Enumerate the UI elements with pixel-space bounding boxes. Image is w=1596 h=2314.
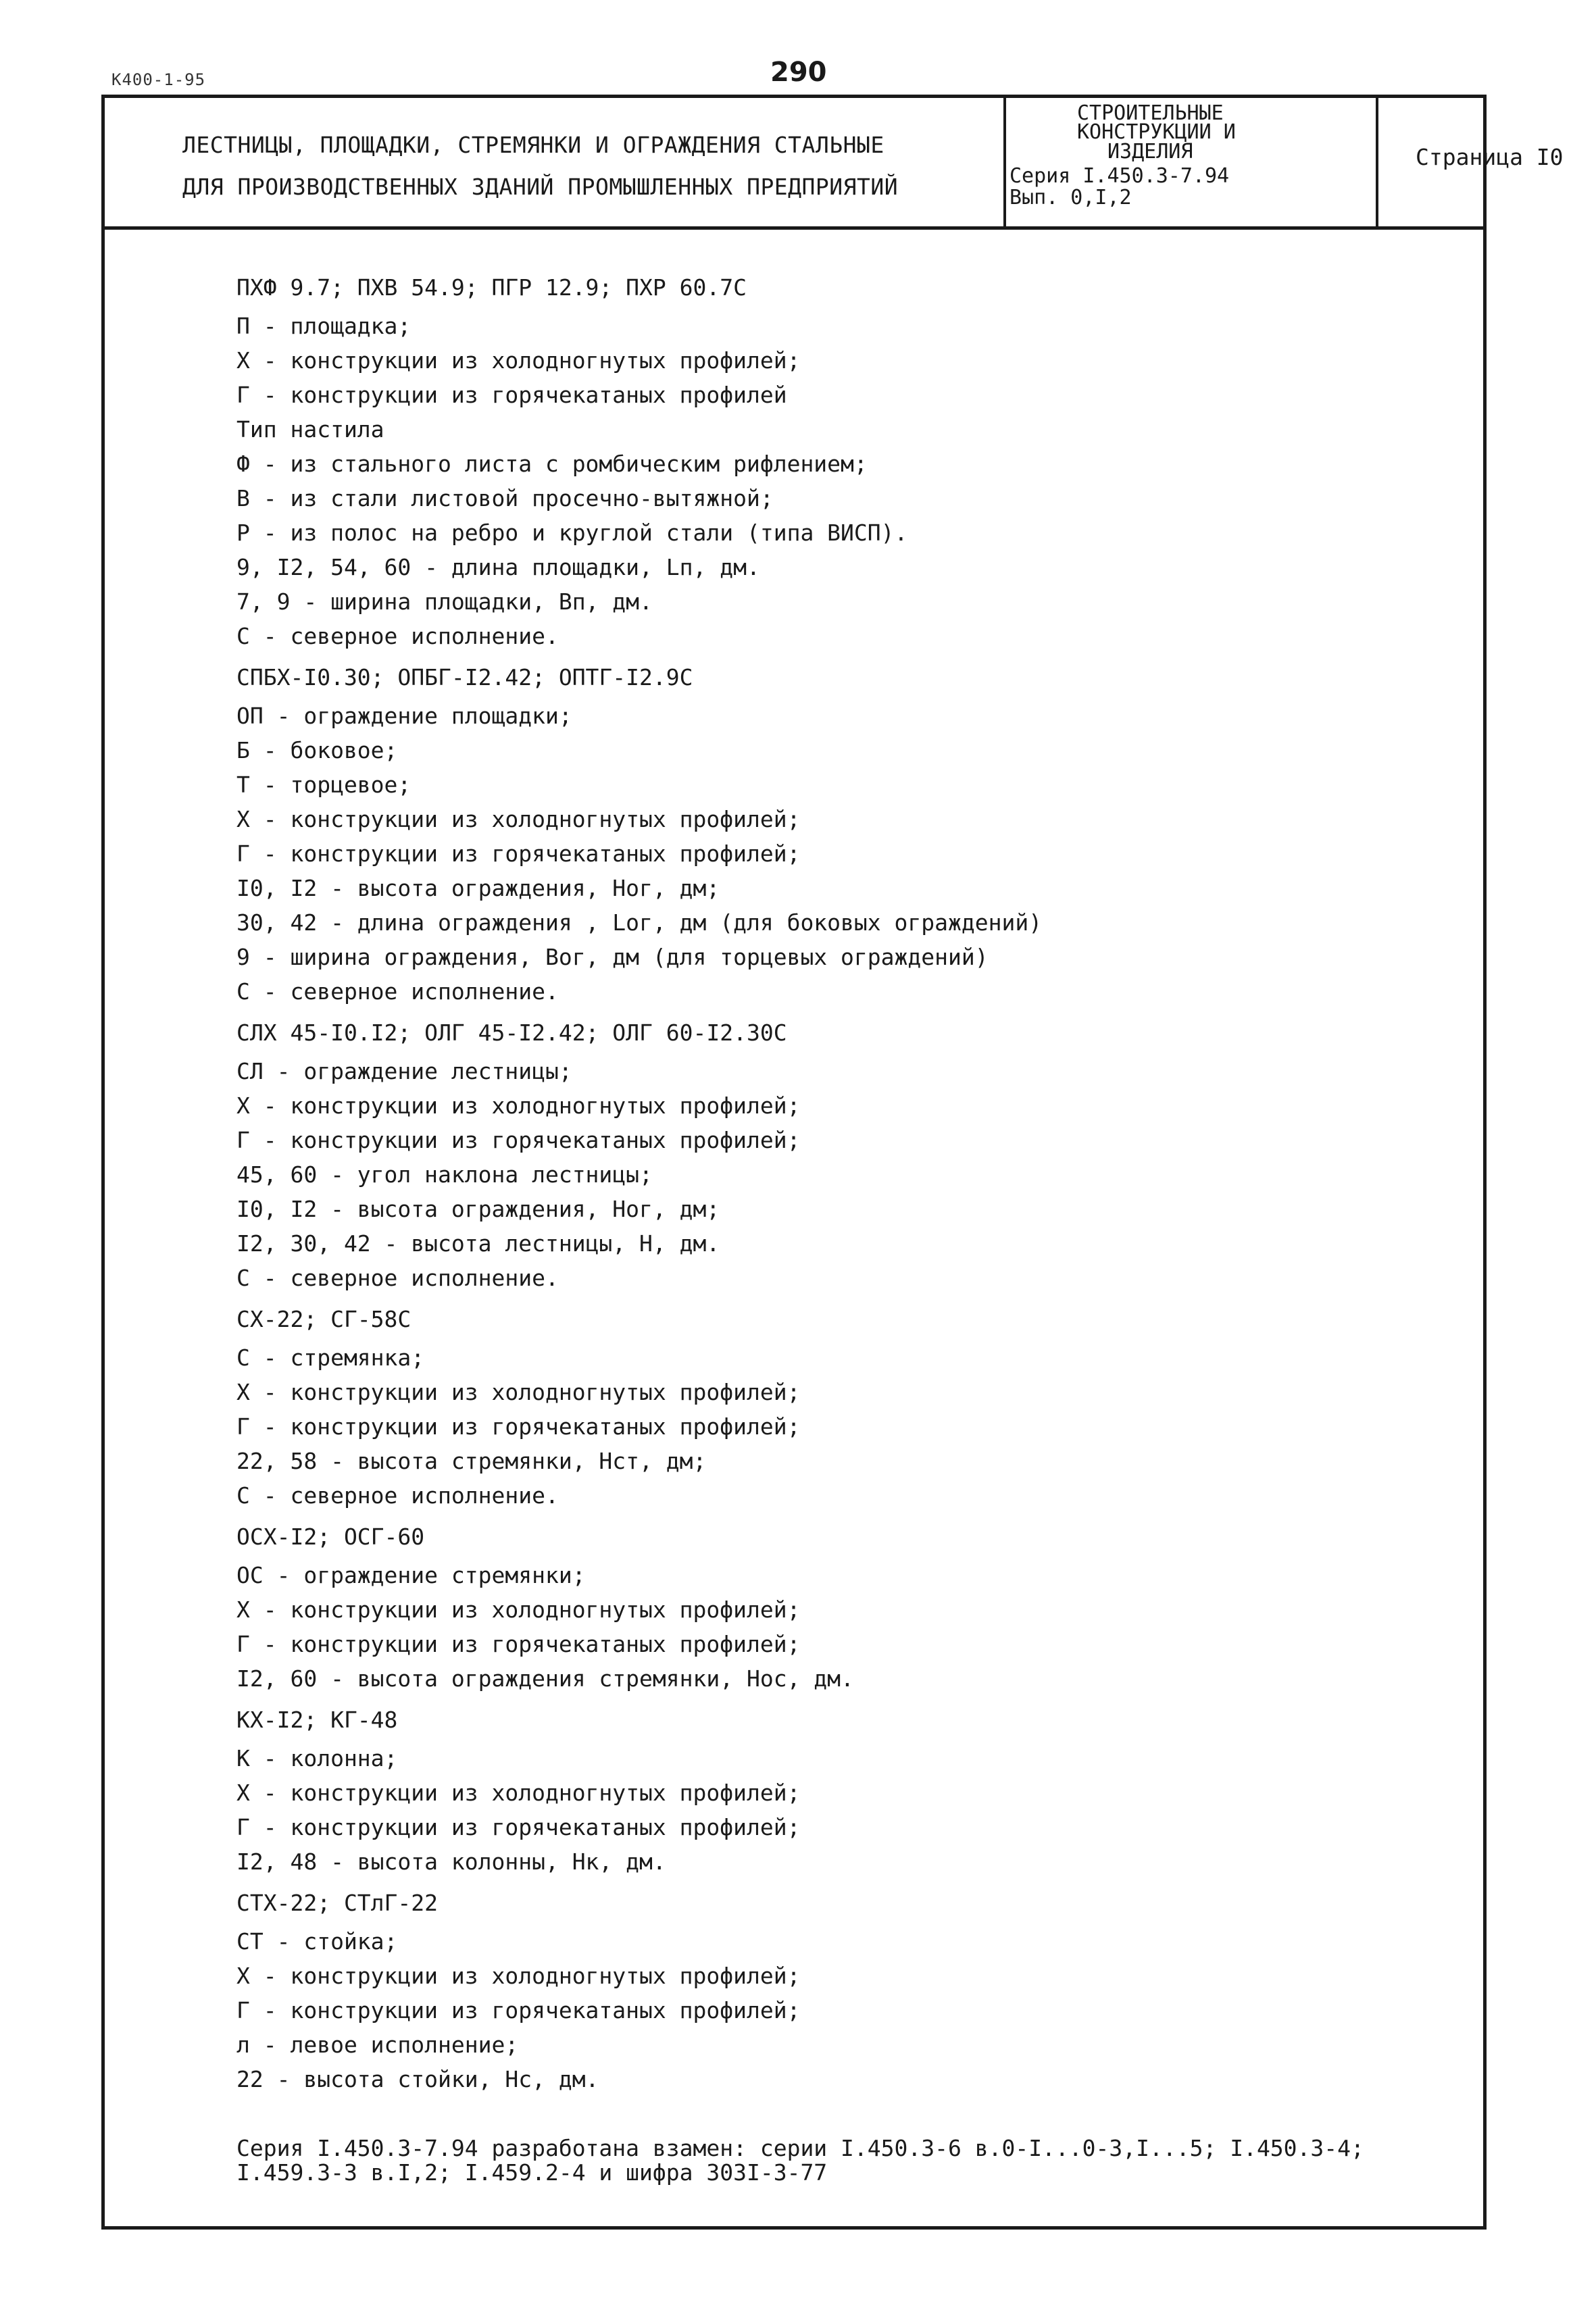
legend-line: Х - конструкции из холодногнутых профилей; — [236, 806, 801, 832]
legend-line: С - северное исполнение. — [236, 623, 559, 649]
legend-line: 30, 42 - длина ограждения , Lог, дм (для боковых ограждений) — [236, 909, 1043, 936]
series-cell — [1003, 98, 1378, 226]
legend-line: 45, 60 - угол наклона лестницы; — [236, 1161, 653, 1188]
legend-line: В - из стали листовой просечно-вытяжной; — [236, 485, 774, 511]
legend-line: СЛ - ограждение лестницы; — [236, 1058, 572, 1084]
legend-line: СТ - стойка; — [236, 1928, 398, 1955]
legend-line: Тип настила — [236, 416, 384, 443]
legend-line: С - северное исполнение. — [236, 1482, 559, 1509]
legend-line: Ф - из стального листа с ромбическим рифлением; — [236, 451, 868, 477]
legend-line: Г - конструкции из горячекатаных профилей; — [236, 1997, 801, 2023]
legend-line: П - площадка; — [236, 313, 412, 339]
designation-code: СХ-22; СГ-58С — [236, 1306, 412, 1332]
title-cell — [105, 98, 1003, 226]
title-block — [101, 95, 1564, 230]
legend-line: Х - конструкции из холодногнутых профилей; — [236, 1780, 801, 1806]
series-number: Серия I.450.3-7.94 — [1009, 164, 1230, 188]
legend-line: Г - конструкции из горячекатаных профилей; — [236, 1127, 801, 1153]
document-code: К400-1-95 — [111, 70, 206, 89]
legend-line: I2, 48 - высота колонны, Нк, дм. — [236, 1848, 666, 1875]
series-issue: Вып. 0,I,2 — [1009, 186, 1132, 209]
footnote-line-1: Серия I.450.3-7.94 разработана взамен: серии I.450.3-6 в.0-I...0-3,I...5; I.450.3-4; — [236, 2135, 1364, 2161]
legend-line: Г - конструкции из горячекатаных профилей; — [236, 1413, 801, 1440]
designation-code: ОСХ-I2; ОСГ-60 — [236, 1524, 425, 1550]
title-line-2: ДЛЯ ПРОИЗВОДСТВЕННЫХ ЗДАНИЙ ПРОМЫШЛЕННЫХ ПРЕДПРИЯТИЙ — [182, 174, 899, 200]
footnote — [236, 2136, 1364, 2185]
legend-line: Х - конструкции из холодногнутых профилей; — [236, 1379, 801, 1405]
series-line-2: КОНСТРУКЦИИ И — [1077, 120, 1236, 144]
legend-line: С - северное исполнение. — [236, 978, 559, 1005]
legend-line: Г - конструкции из горячекатаных профилей; — [236, 840, 801, 867]
legend-line: Г - конструкции из горячекатаных профилей; — [236, 1814, 801, 1840]
legend-line: Х - конструкции из холодногнутых профилей; — [236, 1092, 801, 1119]
legend-line: I0, I2 - высота ограждения, Ног, дм; — [236, 875, 720, 901]
designation-code: СПБХ-I0.30; ОПБГ-I2.42; ОПТГ-I2.9С — [236, 664, 693, 690]
legend-line: I2, 30, 42 - высота лестницы, Н, дм. — [236, 1230, 720, 1257]
legend-line: 7, 9 - ширина площадки, Вп, дм. — [236, 588, 653, 615]
legend-line: ОС - ограждение стремянки; — [236, 1562, 586, 1588]
legend-line: К - колонна; — [236, 1745, 398, 1771]
page-label-cell — [1378, 98, 1564, 226]
legend-line: 9, I2, 54, 60 - длина площадки, Lп, дм. — [236, 554, 760, 580]
legend-line: Г - конструкции из горячекатаных профилей — [236, 382, 787, 408]
legend-line: С - стремянка; — [236, 1344, 425, 1371]
legend-line: Х - конструкции из холодногнутых профилей; — [236, 347, 801, 374]
series-line-1: СТРОИТЕЛЬНЫЕ — [1077, 101, 1224, 125]
legend-line: I2, 60 - высота ограждения стремянки, Нос, дм. — [236, 1665, 854, 1692]
designation-code: СЛХ 45-I0.I2; ОЛГ 45-I2.42; ОЛГ 60-I2.30С — [236, 1020, 787, 1046]
page-number: 290 — [770, 57, 827, 88]
legend-line: л - левое исполнение; — [236, 2032, 519, 2058]
legend-line: Х - конструкции из холодногнутых профилей; — [236, 1963, 801, 1989]
legend-line: Г - конструкции из горячекатаных профилей; — [236, 1631, 801, 1657]
legend-line: С - северное исполнение. — [236, 1265, 559, 1291]
designation-code: КХ-I2; КГ-48 — [236, 1707, 398, 1733]
legend-line: 22 - высота стойки, Нс, дм. — [236, 2066, 599, 2092]
designation-legend — [236, 270, 1453, 2096]
title-line-1: ЛЕСТНИЦЫ, ПЛОЩАДКИ, СТРЕМЯНКИ И ОГРАЖДЕНИЯ СТАЛЬНЫЕ — [182, 132, 884, 158]
legend-line: Р - из полос на ребро и круглой стали (типа ВИСП). — [236, 520, 908, 546]
designation-code: СТХ-22; СТлГ-22 — [236, 1890, 439, 1916]
legend-line: 22, 58 - высота стремянки, Нст, дм; — [236, 1448, 707, 1474]
legend-line: I0, I2 - высота ограждения, Ног, дм; — [236, 1196, 720, 1222]
designation-code: ПХФ 9.7; ПХВ 54.9; ПГР 12.9; ПХР 60.7С — [236, 274, 747, 301]
legend-line: Б - боковое; — [236, 737, 398, 763]
legend-line: 9 - ширина ограждения, Вог, дм (для торцевых ограждений) — [236, 944, 989, 970]
legend-line: Т - торцевое; — [236, 772, 412, 798]
series-line-3: ИЗДЕЛИЯ — [1107, 140, 1193, 164]
page-label: Страница I0 — [1416, 144, 1564, 170]
legend-line: ОП - ограждение площадки; — [236, 703, 572, 729]
footnote-line-2: I.459.3-3 в.I,2; I.459.2-4 и шифра 303I-3-77 — [236, 2159, 828, 2186]
legend-line: Х - конструкции из холодногнутых профилей; — [236, 1596, 801, 1623]
